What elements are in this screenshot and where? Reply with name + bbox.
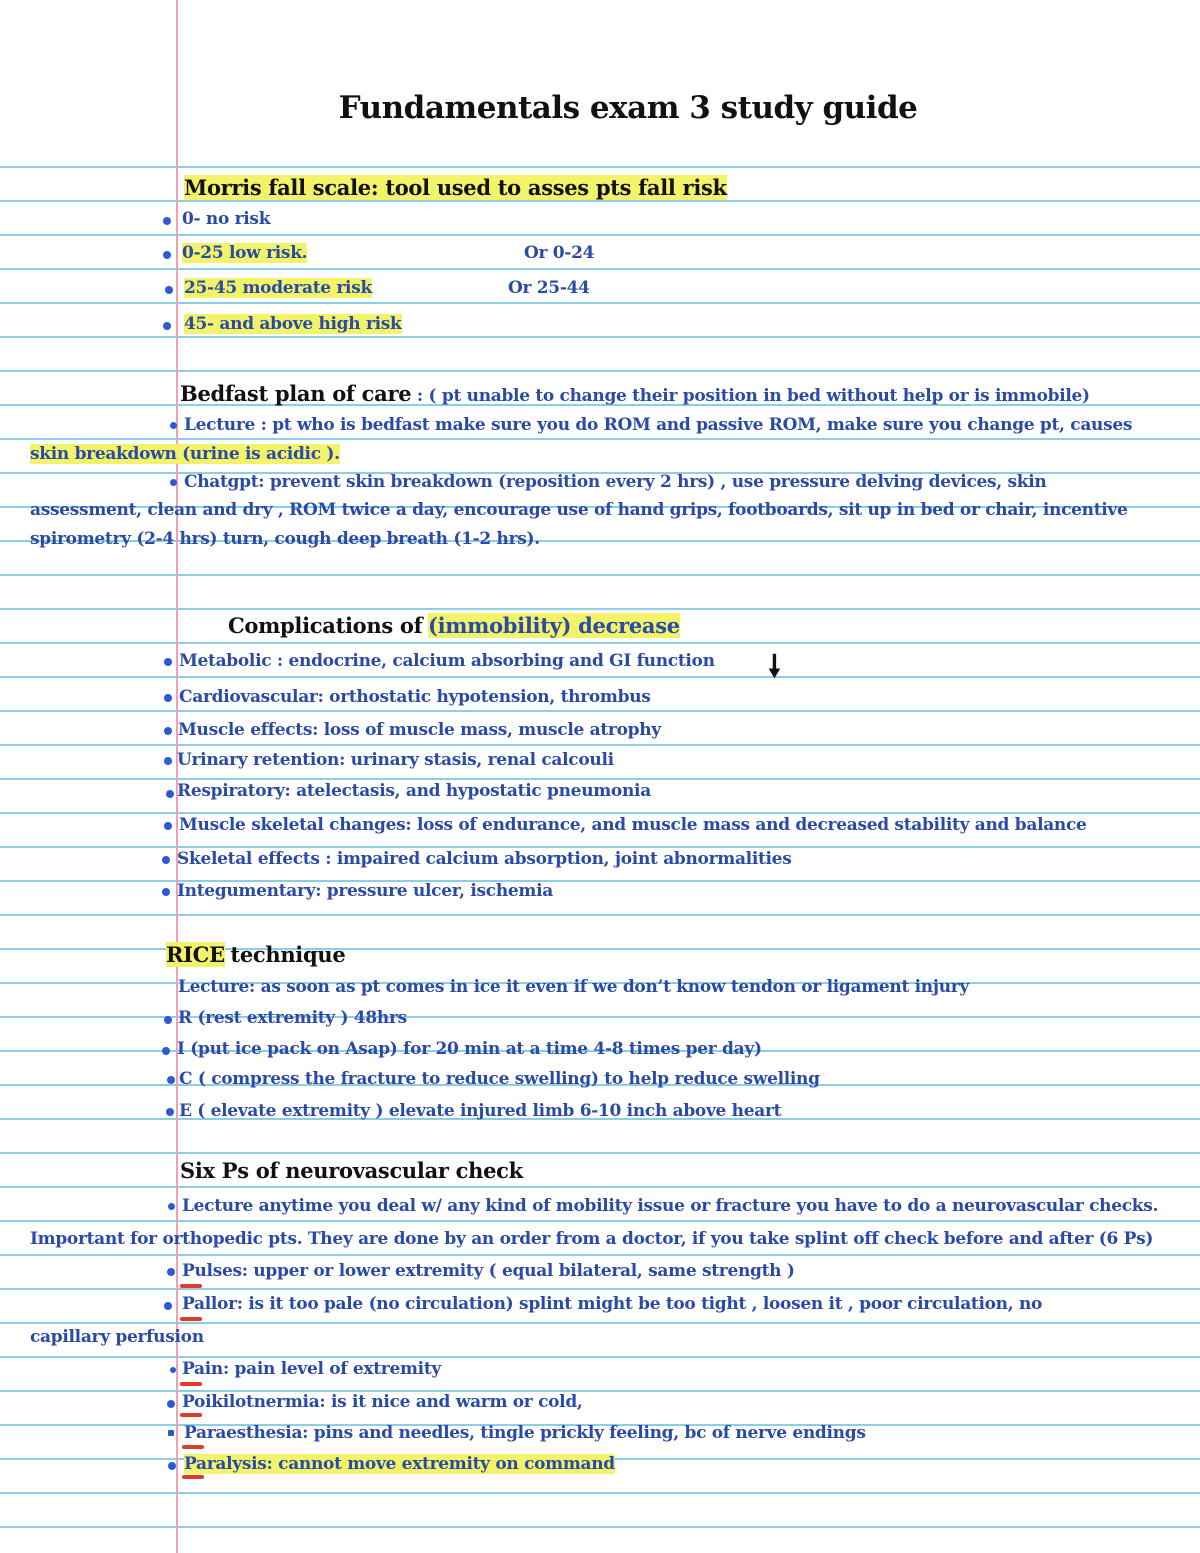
list-item: 25-45 moderate risk bbox=[184, 278, 372, 298]
bullet-icon bbox=[170, 479, 177, 486]
pallor-continuation: capillary perfusion bbox=[30, 1327, 204, 1347]
list-item: Poikilotnermia: is it nice and warm or cold, bbox=[182, 1392, 583, 1412]
bullet-icon bbox=[170, 1367, 176, 1373]
list-item: R (rest extremity ) 48hrs bbox=[178, 1008, 407, 1028]
bedfast-heading: Bedfast plan of care : ( pt unable to change their position in bed without help or is immobile) bbox=[180, 381, 1090, 406]
bullet-icon bbox=[167, 1400, 175, 1408]
bullet-icon bbox=[170, 422, 177, 429]
list-item: Muscle skeletal changes: loss of endurance, and muscle mass and decreased stability and balance bbox=[179, 815, 1087, 835]
alt-range: Or 25-44 bbox=[508, 278, 590, 298]
bedfast-chatgpt-line3: spirometry (2-4 hrs) turn, cough deep breath (1-2 hrs). bbox=[30, 529, 540, 549]
arrow-down-icon: 🠗 bbox=[768, 649, 781, 684]
bullet-icon bbox=[162, 1047, 170, 1055]
bullet-icon bbox=[163, 322, 171, 330]
bullet-icon bbox=[164, 658, 172, 666]
bullet-icon bbox=[162, 856, 170, 864]
bullet-icon bbox=[163, 251, 171, 259]
rice-lecture: Lecture: as soon as pt comes in ice it even if we don’t know tendon or ligament injury bbox=[178, 977, 969, 997]
bullet-icon bbox=[164, 1016, 172, 1024]
list-item: Pallor: is it too pale (no circulation) splint might be too tight , loosen it , poor circulation, no bbox=[182, 1294, 1043, 1314]
list-item: Muscle effects: loss of muscle mass, muscle atrophy bbox=[178, 720, 661, 740]
list-item: E ( elevate extremity ) elevate injured limb 6-10 inch above heart bbox=[179, 1101, 782, 1121]
list-item: Cardiovascular: orthostatic hypotension, thrombus bbox=[179, 687, 651, 707]
list-item: Skeletal effects : impaired calcium absorption, joint abnormalities bbox=[177, 849, 792, 869]
list-item: 0- no risk bbox=[182, 209, 271, 229]
bullet-icon bbox=[168, 1430, 174, 1436]
list-item: I (put ice pack on Asap) for 20 min at a time 4-8 times per day) bbox=[177, 1039, 762, 1059]
bedfast-lecture-line1: Lecture : pt who is bedfast make sure you do ROM and passive ROM, make sure you change pt, causes bbox=[184, 415, 1133, 435]
list-item: 45- and above high risk bbox=[184, 314, 402, 334]
bullet-icon bbox=[166, 1108, 174, 1116]
red-underline-mark bbox=[182, 1445, 204, 1449]
bullet-icon bbox=[167, 1268, 175, 1276]
page-title: Fundamentals exam 3 study guide bbox=[338, 90, 918, 126]
morris-heading: Morris fall scale: tool used to asses pts fall risk bbox=[184, 175, 727, 200]
bullet-icon bbox=[163, 217, 171, 225]
red-underline-mark bbox=[182, 1475, 204, 1479]
list-item: C ( compress the fracture to reduce swelling) to help reduce swelling bbox=[179, 1069, 820, 1089]
sixps-lecture-line1: Lecture anytime you deal w/ any kind of mobility issue or fracture you have to do a neurovascular checks. bbox=[182, 1196, 1159, 1216]
bullet-icon bbox=[164, 727, 172, 735]
bullet-icon bbox=[168, 1203, 175, 1210]
bullet-icon bbox=[165, 286, 173, 294]
bedfast-lecture-line2: skin breakdown (urine is acidic ). bbox=[30, 444, 340, 464]
list-item: Integumentary: pressure ulcer, ischemia bbox=[177, 881, 553, 901]
bullet-icon bbox=[164, 694, 172, 702]
bullet-icon bbox=[164, 822, 172, 830]
list-item: Pain: pain level of extremity bbox=[182, 1359, 441, 1379]
bedfast-chatgpt-line2: assessment, clean and dry , ROM twice a day, encourage use of hand grips, footboards, sit up in bed or chair, incentive bbox=[30, 500, 1128, 520]
list-item: Urinary retention: urinary stasis, renal calcouli bbox=[177, 750, 614, 770]
sixps-lecture-line2: Important for orthopedic pts. They are done by an order from a doctor, if you take splint off check before and after (6 Ps) bbox=[30, 1229, 1154, 1249]
list-item: Respiratory: atelectasis, and hypostatic pneumonia bbox=[177, 781, 651, 801]
bullet-icon bbox=[162, 888, 170, 896]
list-item: Pulses: upper or lower extremity ( equal bilateral, same strength ) bbox=[182, 1261, 795, 1281]
red-underline-mark bbox=[180, 1284, 202, 1288]
red-underline-mark bbox=[180, 1413, 202, 1417]
bullet-icon bbox=[166, 790, 174, 798]
list-item: 0-25 low risk. bbox=[182, 243, 308, 263]
red-underline-mark bbox=[180, 1382, 202, 1386]
sixps-heading: Six Ps of neurovascular check bbox=[180, 1158, 523, 1183]
alt-range: Or 0-24 bbox=[524, 243, 595, 263]
list-item: Paralysis: cannot move extremity on command bbox=[184, 1454, 615, 1474]
complications-heading: Complications of (immobility) decrease bbox=[228, 613, 680, 638]
list-item: Metabolic : endocrine, calcium absorbing and GI function bbox=[179, 651, 715, 671]
bullet-icon bbox=[164, 1302, 172, 1310]
bedfast-chatgpt-line1: Chatgpt: prevent skin breakdown (reposition every 2 hrs) , use pressure delving devices, skin bbox=[184, 472, 1047, 492]
red-underline-mark bbox=[180, 1317, 202, 1321]
rice-heading: RICE technique bbox=[166, 942, 346, 967]
bullet-icon bbox=[167, 1076, 175, 1084]
bullet-icon bbox=[168, 1462, 176, 1470]
notebook-margin-line bbox=[176, 0, 178, 1553]
bullet-icon bbox=[164, 757, 172, 765]
list-item: Paraesthesia: pins and needles, tingle prickly feeling, bc of nerve endings bbox=[184, 1423, 866, 1443]
